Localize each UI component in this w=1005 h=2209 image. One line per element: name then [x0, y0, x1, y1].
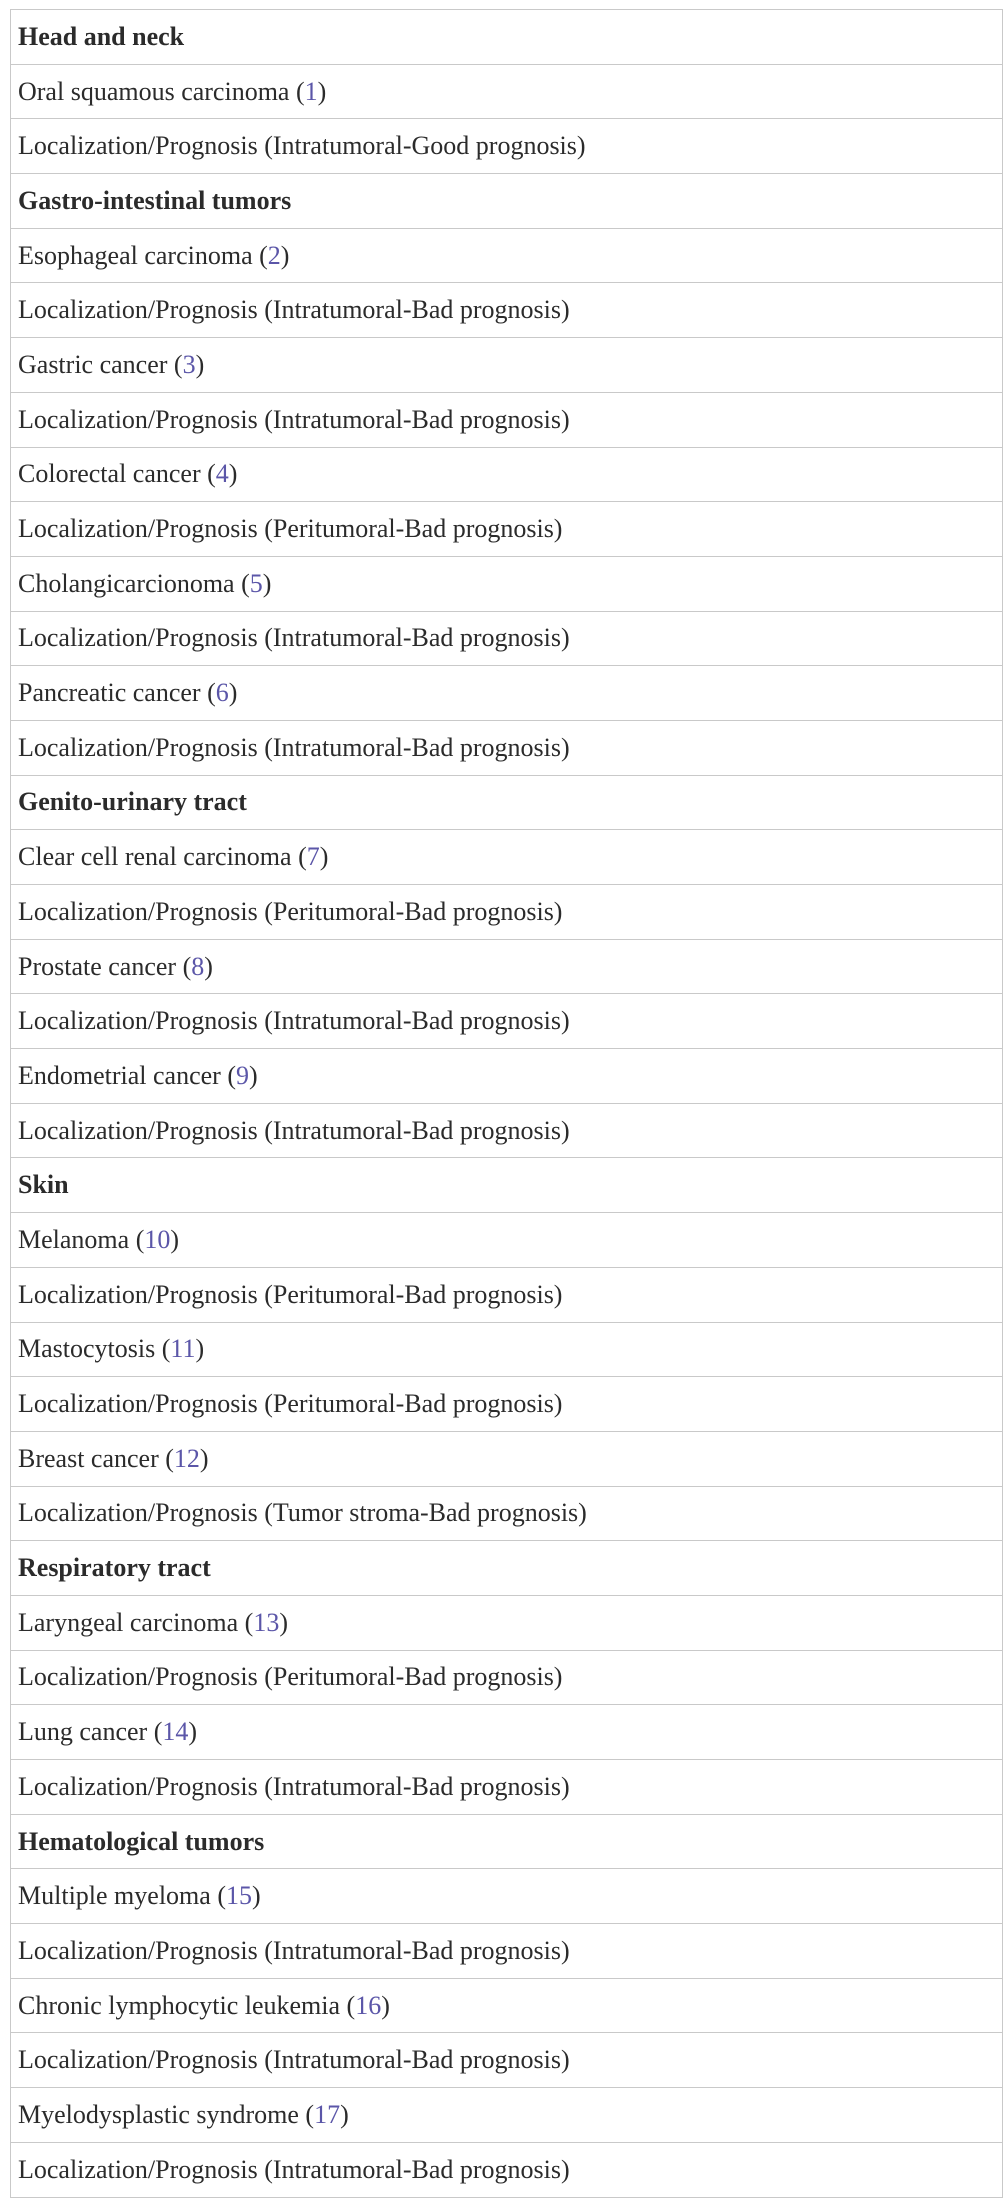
tumor-name: Esophageal carcinoma [18, 240, 253, 270]
tumor-row [11, 666, 1003, 721]
prognosis-text: Localization/Prognosis (Intratumoral-Bad prognosis) [11, 720, 1003, 775]
tumor-name: Prostate cancer [18, 951, 177, 981]
reference-link[interactable]: 11 [170, 1334, 196, 1364]
reference-link[interactable]: 2 [267, 240, 281, 270]
tumor-cell [11, 1595, 1003, 1650]
tumor-row [11, 939, 1003, 994]
reference-close-paren: ) [319, 842, 329, 872]
reference-link[interactable]: 1 [304, 76, 318, 106]
reference-open-paren: ( [340, 1990, 356, 2020]
prognosis-row [11, 1924, 1003, 1979]
tumor-name: Oral squamous carcinoma [18, 76, 290, 106]
reference-close-paren: ) [317, 76, 327, 106]
tumor-row [11, 338, 1003, 393]
reference-close-paren: ) [228, 678, 238, 708]
prognosis-text: Localization/Prognosis (Peritumoral-Bad prognosis) [11, 1377, 1003, 1432]
reference-close-paren: ) [195, 349, 205, 379]
prognosis-text: Localization/Prognosis (Peritumoral-Bad prognosis) [11, 885, 1003, 940]
tumor-cell [11, 1322, 1003, 1377]
reference-open-paren: ( [200, 678, 216, 708]
tumor-row [11, 1431, 1003, 1486]
reference-link[interactable]: 12 [173, 1443, 200, 1473]
tumor-cell [11, 447, 1003, 502]
prognosis-text: Localization/Prognosis (Intratumoral-Bad prognosis) [11, 283, 1003, 338]
prognosis-text: Localization/Prognosis (Intratumoral-Bad prognosis) [11, 611, 1003, 666]
tumor-cell [11, 1049, 1003, 1104]
reference-open-paren: ( [238, 1607, 254, 1637]
reference-close-paren: ) [170, 1224, 180, 1254]
reference-close-paren: ) [195, 1334, 205, 1364]
prognosis-text: Localization/Prognosis (Tumor stroma-Bad prognosis) [11, 1486, 1003, 1541]
reference-link[interactable]: 5 [249, 568, 263, 598]
reference-open-paren: ( [252, 240, 268, 270]
tumor-row [11, 2088, 1003, 2143]
tumor-cell [11, 666, 1003, 721]
tumor-name: Cholangicarcionoma [18, 568, 235, 598]
reference-link[interactable]: 4 [215, 459, 229, 489]
prognosis-row [11, 2142, 1003, 2197]
reference-close-paren: ) [251, 1881, 261, 1911]
prognosis-text: Localization/Prognosis (Intratumoral-Bad prognosis) [11, 2142, 1003, 2197]
tumor-row [11, 830, 1003, 885]
reference-close-paren: ) [188, 1717, 198, 1747]
tumor-row [11, 228, 1003, 283]
tumor-name: Laryngeal carcinoma [18, 1607, 239, 1637]
prognosis-row [11, 1267, 1003, 1322]
tumor-row [11, 1595, 1003, 1650]
table-body [11, 10, 1003, 2198]
reference-link[interactable]: 17 [314, 2099, 341, 2129]
prognosis-text: Localization/Prognosis (Intratumoral-Bad prognosis) [11, 994, 1003, 1049]
section-heading: Genito-urinary tract [11, 775, 1003, 830]
tumor-prognosis-table [10, 9, 1003, 2198]
reference-open-paren: ( [147, 1717, 163, 1747]
section-heading: Gastro-intestinal tumors [11, 174, 1003, 229]
tumor-prognosis-table-wrapper [10, 9, 1003, 2198]
prognosis-row [11, 1377, 1003, 1432]
tumor-name: Melanoma [18, 1224, 130, 1254]
tumor-cell [11, 64, 1003, 119]
reference-open-paren: ( [210, 1881, 226, 1911]
tumor-name: Mastocytosis [18, 1334, 156, 1364]
prognosis-text: Localization/Prognosis (Intratumoral-Bad prognosis) [11, 1924, 1003, 1979]
reference-link[interactable]: 7 [306, 842, 320, 872]
tumor-name: Gastric cancer [18, 349, 168, 379]
reference-open-paren: ( [289, 76, 305, 106]
section-heading-row [11, 1814, 1003, 1869]
tumor-name: Clear cell renal carcinoma [18, 842, 292, 872]
reference-link[interactable]: 13 [253, 1607, 280, 1637]
prognosis-row [11, 2033, 1003, 2088]
prognosis-row [11, 994, 1003, 1049]
reference-open-paren: ( [167, 349, 183, 379]
tumor-cell [11, 1869, 1003, 1924]
tumor-name: Multiple myeloma [18, 1881, 211, 1911]
prognosis-row [11, 502, 1003, 557]
reference-link[interactable]: 14 [162, 1717, 189, 1747]
prognosis-row [11, 392, 1003, 447]
reference-close-paren: ) [381, 1990, 390, 2020]
section-heading-row [11, 775, 1003, 830]
section-heading-row [11, 1541, 1003, 1596]
reference-open-paren: ( [298, 2099, 315, 2129]
reference-link[interactable]: 9 [236, 1060, 250, 1090]
prognosis-row [11, 1103, 1003, 1158]
prognosis-text: Localization/Prognosis (Intratumoral-Good prognosis) [11, 119, 1003, 174]
reference-link[interactable]: 10 [144, 1224, 171, 1254]
section-heading-row [11, 174, 1003, 229]
tumor-name: Myelodysplastic syndrome [18, 2099, 299, 2129]
section-heading: Respiratory tract [11, 1541, 1003, 1596]
tumor-cell [11, 939, 1003, 994]
prognosis-row [11, 119, 1003, 174]
tumor-name: Pancreatic cancer [18, 678, 201, 708]
section-heading: Skin [11, 1158, 1003, 1213]
reference-open-paren: ( [200, 459, 216, 489]
reference-open-paren: ( [129, 1224, 145, 1254]
reference-open-paren: ( [158, 1443, 174, 1473]
tumor-cell [11, 1978, 1003, 2033]
reference-open-paren: ( [291, 842, 307, 872]
reference-open-paren: ( [155, 1334, 171, 1364]
tumor-name: Endometrial cancer [18, 1060, 221, 1090]
tumor-row [11, 1322, 1003, 1377]
tumor-cell [11, 556, 1003, 611]
tumor-name: Breast cancer [18, 1443, 159, 1473]
reference-open-paren: ( [220, 1060, 237, 1090]
prognosis-row [11, 1650, 1003, 1705]
tumor-name: Chronic lymphocytic leukemia [18, 1990, 341, 2020]
tumor-cell [11, 1705, 1003, 1760]
prognosis-row [11, 1760, 1003, 1815]
reference-close-paren: ) [262, 568, 272, 598]
tumor-cell [11, 1213, 1003, 1268]
reference-close-paren: ) [280, 240, 290, 270]
reference-link[interactable]: 3 [182, 349, 196, 379]
prognosis-text: Localization/Prognosis (Intratumoral-Bad prognosis) [11, 1103, 1003, 1158]
prognosis-text: Localization/Prognosis (Peritumoral-Bad prognosis) [11, 1650, 1003, 1705]
reference-link[interactable]: 15 [225, 1881, 252, 1911]
prognosis-row [11, 720, 1003, 775]
reference-link[interactable]: 8 [191, 951, 205, 981]
reference-close-paren: ) [340, 2099, 349, 2129]
tumor-cell [11, 2088, 1003, 2143]
reference-close-paren: ) [228, 459, 238, 489]
tumor-cell [11, 830, 1003, 885]
section-heading: Hematological tumors [11, 1814, 1003, 1869]
tumor-cell [11, 228, 1003, 283]
prognosis-text: Localization/Prognosis (Intratumoral-Bad prognosis) [11, 2033, 1003, 2088]
tumor-cell [11, 1431, 1003, 1486]
prognosis-row [11, 283, 1003, 338]
reference-close-paren: ) [249, 1060, 258, 1090]
tumor-row [11, 64, 1003, 119]
tumor-row [11, 1869, 1003, 1924]
reference-open-paren: ( [176, 951, 192, 981]
tumor-row [11, 1978, 1003, 2033]
prognosis-row [11, 1486, 1003, 1541]
tumor-name: Lung cancer [18, 1717, 148, 1747]
prognosis-row [11, 611, 1003, 666]
section-heading: Head and neck [11, 10, 1003, 65]
tumor-row [11, 1213, 1003, 1268]
reference-close-paren: ) [199, 1443, 209, 1473]
reference-link[interactable]: 16 [355, 1990, 382, 2020]
tumor-name: Colorectal cancer [18, 459, 201, 489]
reference-close-paren: ) [279, 1607, 288, 1637]
tumor-row [11, 1049, 1003, 1104]
prognosis-row [11, 885, 1003, 940]
prognosis-text: Localization/Prognosis (Peritumoral-Bad prognosis) [11, 502, 1003, 557]
tumor-row [11, 447, 1003, 502]
reference-open-paren: ( [234, 568, 250, 598]
tumor-row [11, 556, 1003, 611]
tumor-row [11, 1705, 1003, 1760]
tumor-cell [11, 338, 1003, 393]
section-heading-row [11, 10, 1003, 65]
section-heading-row [11, 1158, 1003, 1213]
prognosis-text: Localization/Prognosis (Intratumoral-Bad prognosis) [11, 392, 1003, 447]
reference-link[interactable]: 6 [215, 678, 229, 708]
prognosis-text: Localization/Prognosis (Peritumoral-Bad prognosis) [11, 1267, 1003, 1322]
reference-close-paren: ) [204, 951, 213, 981]
prognosis-text: Localization/Prognosis (Intratumoral-Bad prognosis) [11, 1760, 1003, 1815]
